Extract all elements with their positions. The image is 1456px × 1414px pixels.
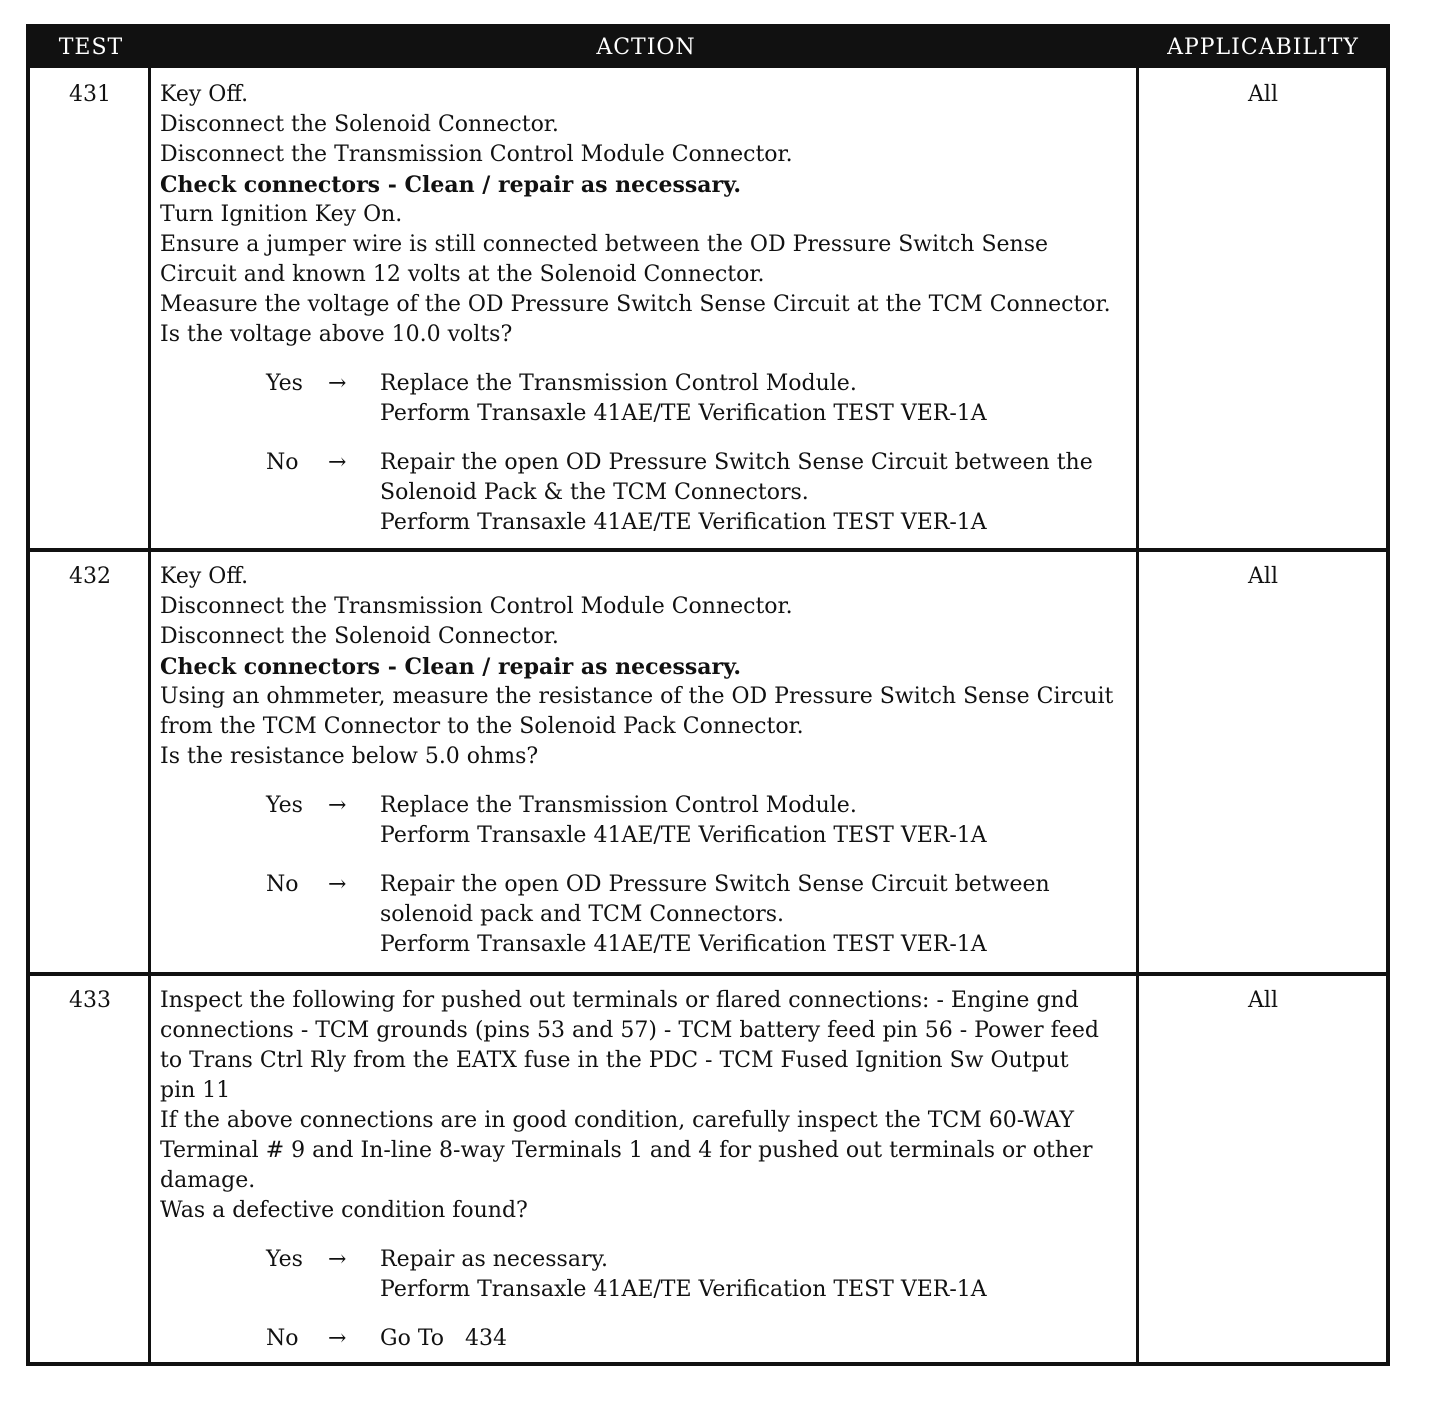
action-line: Disconnect the Solenoid Connector.: [160, 112, 559, 137]
action-question: Was a defective condition found?: [160, 1198, 528, 1223]
right-arrow-icon: →: [328, 793, 347, 818]
no-label: No: [266, 872, 299, 897]
action-line: If the above connections are in good condition, carefully inspect the TCM 60-WAY: [160, 1108, 1075, 1133]
branch-line: Perform Transaxle 41AE/TE Verification TEST VER-1A: [380, 401, 987, 426]
action-line: Terminal # 9 and In-line 8-way Terminals 1 and 4 for pushed out terminals or other: [160, 1138, 1093, 1163]
branch-line: Perform Transaxle 41AE/TE Verification TEST VER-1A: [380, 1277, 987, 1302]
table-header: [30, 28, 1386, 68]
branch-line: Perform Transaxle 41AE/TE Verification TEST VER-1A: [380, 510, 987, 535]
test-number: 431: [69, 82, 111, 107]
action-line: Ensure a jumper wire is still connected between the OD Pressure Switch Sense: [160, 232, 1049, 257]
branch-line: Go To 434: [380, 1326, 507, 1351]
header-action: ACTION: [596, 35, 696, 60]
table-row-431: [30, 68, 1386, 548]
right-arrow-icon: →: [328, 371, 347, 396]
action-line: connections - TCM grounds (pins 53 and 57) - TCM battery feed pin 56 - Power feed: [160, 1018, 1099, 1043]
applicability-value: All: [1248, 82, 1278, 107]
test-number: 433: [69, 988, 111, 1013]
right-arrow-icon: →: [328, 1247, 347, 1272]
yes-label: Yes: [266, 793, 303, 818]
yes-branch: [160, 1245, 1132, 1305]
no-branch: [160, 448, 1132, 538]
branch-line: Replace the Transmission Control Module.: [380, 793, 857, 818]
yes-branch: [160, 791, 1132, 851]
branch-line: Perform Transaxle 41AE/TE Verification TEST VER-1A: [380, 932, 987, 957]
action-line: Key Off.: [160, 564, 249, 589]
header-test: TEST: [58, 35, 124, 60]
no-branch: [160, 1324, 1132, 1354]
action-question: Is the voltage above 10.0 volts?: [160, 322, 513, 347]
action-line: Disconnect the Transmission Control Module Connector.: [160, 594, 793, 619]
action-line: Disconnect the Solenoid Connector.: [160, 624, 559, 649]
action-line: damage.: [160, 1168, 256, 1193]
action-line: to Trans Ctrl Rly from the EATX fuse in the PDC - TCM Fused Ignition Sw Output: [160, 1048, 1069, 1073]
test-number: 432: [69, 564, 111, 589]
table-row-432: [30, 548, 1386, 972]
header-applicability: APPLICABILITY: [1167, 35, 1359, 60]
action-cell: [160, 986, 1132, 1354]
action-cell: [160, 562, 1132, 960]
no-branch: [160, 870, 1132, 960]
action-line: Using an ohmmeter, measure the resistance of the OD Pressure Switch Sense Circuit: [160, 684, 1114, 709]
branch-line: Repair as necessary.: [380, 1247, 608, 1272]
action-line: from the TCM Connector to the Solenoid Pack Connector.: [160, 714, 804, 739]
no-label: No: [266, 1326, 299, 1351]
action-line: pin 11: [160, 1078, 231, 1103]
action-line-emphasis: Check connectors - Clean / repair as necessary.: [160, 654, 742, 680]
branch-line: Repair the open OD Pressure Switch Sense Circuit between: [380, 872, 1050, 897]
branch-line: solenoid pack and TCM Connectors.: [380, 902, 784, 927]
no-label: No: [266, 450, 299, 475]
branch-line: Perform Transaxle 41AE/TE Verification TEST VER-1A: [380, 823, 987, 848]
action-line: Inspect the following for pushed out terminals or flared connections: - Engine gnd: [160, 988, 1079, 1013]
action-line: Key Off.: [160, 82, 249, 107]
applicability-value: All: [1248, 988, 1278, 1013]
right-arrow-icon: →: [328, 450, 347, 475]
branch-line: Solenoid Pack & the TCM Connectors.: [380, 480, 809, 505]
yes-label: Yes: [266, 1247, 303, 1272]
table-row-433: [30, 972, 1386, 1362]
action-line: Circuit and known 12 volts at the Solenoid Connector.: [160, 262, 765, 287]
yes-label: Yes: [266, 371, 303, 396]
right-arrow-icon: →: [328, 1326, 347, 1351]
test-table: [26, 24, 1390, 1366]
action-line-emphasis: Check connectors - Clean / repair as necessary.: [160, 172, 742, 198]
branch-line: Replace the Transmission Control Module.: [380, 371, 857, 396]
action-cell: [160, 80, 1132, 538]
yes-branch: [160, 369, 1132, 429]
branch-line: Repair the open OD Pressure Switch Sense Circuit between the: [380, 450, 1093, 475]
action-line: Turn Ignition Key On.: [160, 202, 403, 227]
action-question: Is the resistance below 5.0 ohms?: [160, 744, 539, 769]
applicability-value: All: [1248, 564, 1278, 589]
right-arrow-icon: →: [328, 872, 347, 897]
action-line: Disconnect the Transmission Control Module Connector.: [160, 142, 793, 167]
action-line: Measure the voltage of the OD Pressure Switch Sense Circuit at the TCM Connector.: [160, 292, 1111, 317]
